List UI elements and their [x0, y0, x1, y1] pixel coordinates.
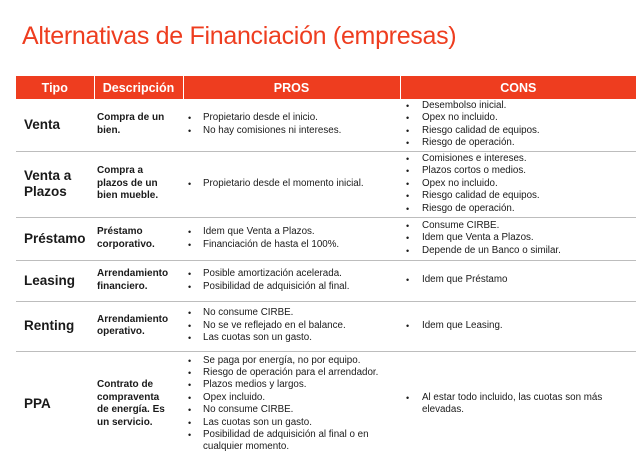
row-descripcion	[94, 301, 183, 351]
row-descripcion-text: Préstamo corporativo.	[97, 226, 155, 250]
row-pros	[183, 151, 400, 217]
list-item: • Idem que Leasing.	[400, 320, 636, 332]
list-item: • Riesgo calidad de equipos.	[400, 125, 636, 137]
row-pros	[183, 217, 400, 260]
list-item: • Riesgo de operación.	[400, 137, 636, 149]
row-cons	[400, 260, 636, 301]
list-item: • Depende de un Banco o similar.	[400, 245, 636, 257]
list-item: • Las cuotas son un gasto.	[183, 417, 400, 429]
list-item: • No hay comisiones ni intereses.	[183, 125, 400, 137]
list-item: • Las cuotas son un gasto.	[183, 332, 400, 344]
list-item: • Posibilidad de adquisición al final.	[183, 281, 400, 293]
row-tipo: Renting	[16, 301, 94, 351]
row-descripcion-text: Compra a plazos de un bien mueble.	[97, 165, 159, 202]
list-item: • Riesgo calidad de equipos.	[400, 190, 636, 202]
list-item: • Desembolso inicial.	[400, 100, 636, 112]
list-item: • Financiación de hasta el 100%.	[183, 239, 400, 251]
row-descripcion-text: Contrato de compraventa de energía. Es un servicio.	[97, 379, 165, 428]
list-item: • Idem que Venta a Plazos.	[183, 226, 400, 238]
table-row	[16, 260, 636, 301]
row-descripcion	[94, 151, 183, 217]
list-item: • Consume CIRBE.	[400, 220, 636, 232]
row-descripcion-text: Arrendamiento operativo.	[97, 313, 169, 337]
table-header-row	[16, 76, 636, 99]
table-row	[16, 351, 636, 457]
row-cons	[400, 99, 636, 151]
row-descripcion	[94, 260, 183, 301]
list-item: • No se ve reflejado en el balance.	[183, 320, 400, 332]
row-tipo: Leasing	[16, 260, 94, 301]
list-item: • No consume CIRBE.	[183, 307, 400, 319]
row-tipo: Préstamo	[16, 217, 94, 260]
page-title: Alternativas de Financiación (empresas)	[22, 22, 457, 50]
list-item: • Opex no incluido.	[400, 178, 636, 190]
row-descripcion-text: Compra de un bien.	[97, 112, 165, 136]
row-descripcion	[94, 99, 183, 151]
list-item: • Opex no incluido.	[400, 112, 636, 124]
list-item: • Posibilidad de adquisición al final o en cualquier momento.	[183, 429, 400, 454]
row-tipo-text: Venta a Plazos	[24, 168, 72, 199]
list-item: • Plazos medios y largos.	[183, 379, 400, 391]
list-item: • Comisiones e intereses.	[400, 153, 636, 165]
row-cons	[400, 351, 636, 457]
header-descripcion: Descripción	[94, 76, 183, 99]
list-item: • Riesgo de operación para el arrendador.	[183, 367, 400, 379]
list-item: • Propietario desde el momento inicial.	[183, 178, 400, 190]
row-pros	[183, 351, 400, 457]
list-item: • Idem que Préstamo	[400, 274, 636, 286]
row-pros	[183, 260, 400, 301]
row-cons	[400, 301, 636, 351]
table-row	[16, 151, 636, 217]
list-item: • Idem que Venta a Plazos.	[400, 232, 636, 244]
row-cons	[400, 217, 636, 260]
list-item: • Al estar todo incluido, las cuotas son más elevadas.	[400, 392, 636, 417]
header-cons: CONS	[400, 76, 636, 99]
row-cons	[400, 151, 636, 217]
row-descripcion	[94, 217, 183, 260]
list-item: • Propietario desde el inicio.	[183, 112, 400, 124]
list-item: • Riesgo de operación.	[400, 203, 636, 215]
header-pros: PROS	[183, 76, 400, 99]
list-item: • Se paga por energía, no por equipo.	[183, 355, 400, 367]
row-descripcion	[94, 351, 183, 457]
row-tipo: Venta	[16, 99, 94, 151]
row-pros	[183, 301, 400, 351]
list-item: • Opex incluido.	[183, 392, 400, 404]
table-row	[16, 99, 636, 151]
list-item: • Plazos cortos o medios.	[400, 165, 636, 177]
list-item: • No consume CIRBE.	[183, 404, 400, 416]
table-row	[16, 217, 636, 260]
header-tipo: Tipo	[16, 76, 94, 99]
list-item: • Posible amortización acelerada.	[183, 268, 400, 280]
row-descripcion-text: Arrendamiento financiero.	[97, 268, 169, 292]
row-pros	[183, 99, 400, 151]
financing-table	[16, 76, 636, 457]
row-tipo	[16, 151, 94, 217]
row-tipo: PPA	[24, 396, 51, 412]
table-row	[16, 301, 636, 351]
